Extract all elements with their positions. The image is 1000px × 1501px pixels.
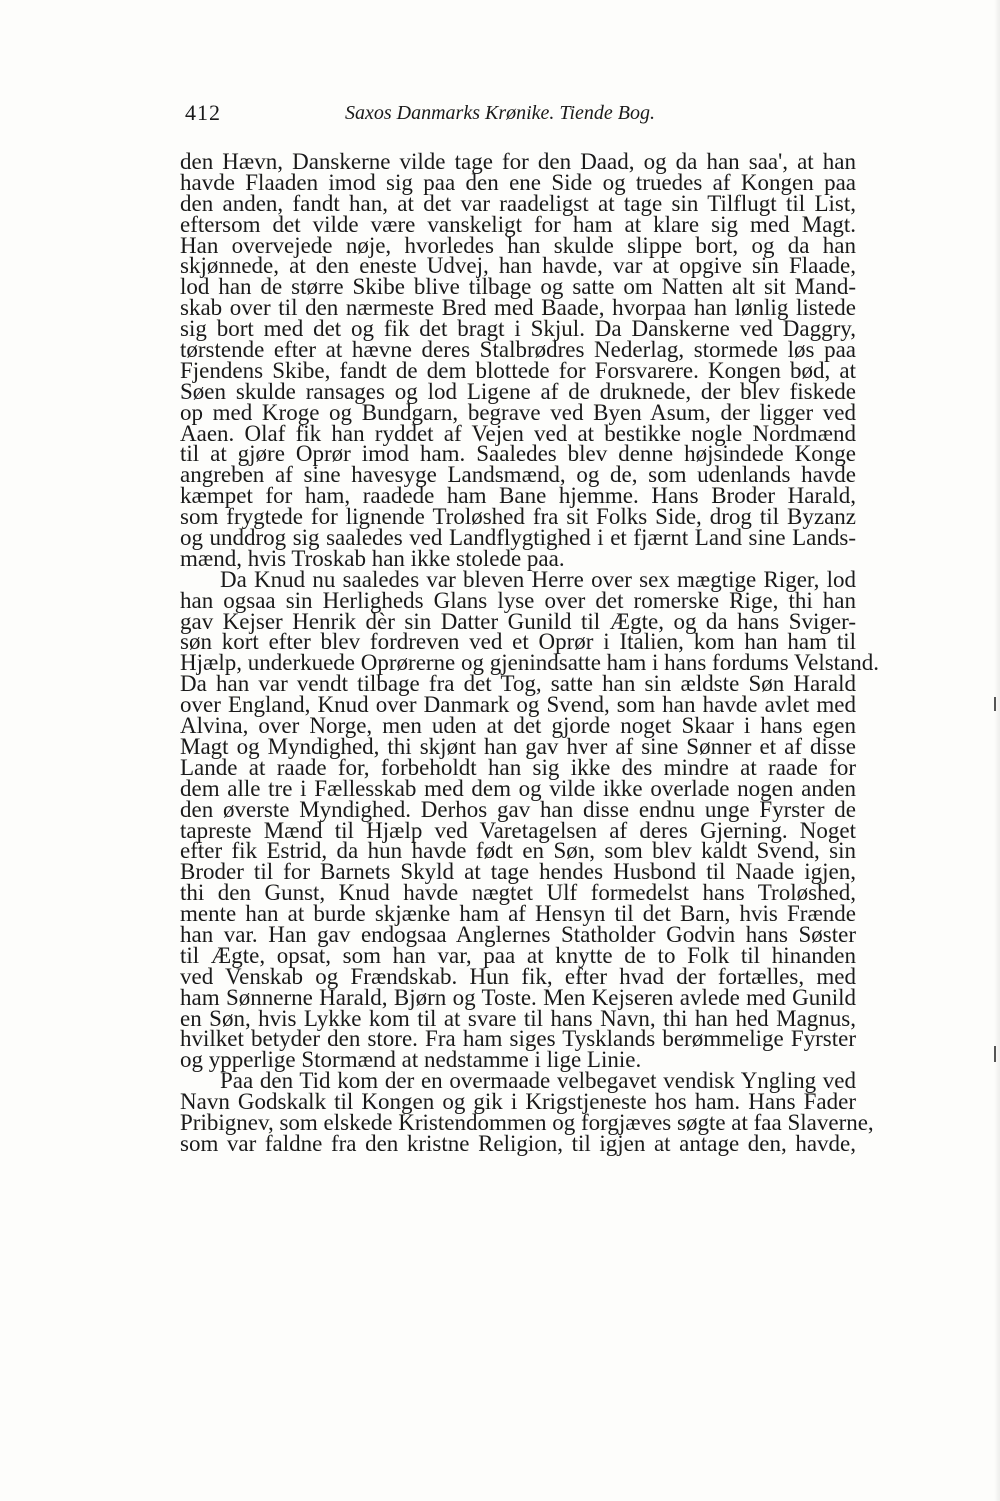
text-line: Navn Godskalk til Kongen og gik i Krigstjeneste hos ham. Hans Fader xyxy=(180,1089,856,1115)
text-line: lod han de større Skibe blive tilbage og satte om Natten alt sit Mand- xyxy=(180,274,856,300)
text-line: Pribignev, som elskede Kristendommen og forgjæves søgte at faa Slaverne, xyxy=(180,1109,874,1135)
text-line: en Søn, hvis Lykke kom til at svare til hans Navn, thi han hed Magnus, xyxy=(180,1005,856,1031)
text-line: han var. Han gav endogsaa Anglernes Statholder Godvin hans Søster xyxy=(180,921,856,947)
text-line: han ogsaa sin Herligheds Glans lyse over det romerske Rige, thi han xyxy=(180,587,856,613)
text-line: Hjælp, underkuede Oprørerne og gjenindsatte ham i hans fordums Velstand. xyxy=(180,650,880,676)
text-line: havde Flaaden imod sig paa den ene Side og truedes af Kongen paa xyxy=(180,169,856,195)
text-line: til at gjøre Oprør imod ham. Saaledes blev denne højsindede Konge xyxy=(180,441,856,467)
text-line: thi den Gunst, Knud havde nægtet Ulf formedelst hans Troløshed, xyxy=(180,880,856,906)
text-line: mænd, hvis Troskab han ikke stolede paa. xyxy=(180,545,565,571)
text-line: skjønnede, at den eneste Udvej, han havde, var at opgive sin Flaade, xyxy=(180,253,856,279)
text-line: den anden, fandt han, at det var raadeligst at tage sin Tilflugt til List, xyxy=(180,190,856,216)
text-line: Broder til for Barnets Skyld at tage hendes Husbond til Naade igjen, xyxy=(180,859,856,885)
running-title: Saxos Danmarks Krønike. Tiende Bog. xyxy=(345,102,655,124)
text-line: til Ægte, opsat, som han var, paa at knytte de to Folk til hinanden xyxy=(180,942,856,968)
text-line: kæmpet for ham, raadede ham Bane hjemme. Hans Broder Harald, xyxy=(180,483,856,509)
text-line: som frygtede for lignende Troløshed fra sit Folks Side, drog til Byzanz xyxy=(180,504,856,530)
text-line: Lande at raade for, forbeholdt han sig ikke des mindre at raade for xyxy=(180,754,856,780)
running-head xyxy=(185,100,715,134)
text-line: Magt og Myndighed, thi skjønt han gav hver af sine Sønner et af disse xyxy=(180,733,856,759)
text-line: ham Sønnerne Harald, Bjørn og Toste. Men Kejseren avlede med Gunild xyxy=(180,984,856,1010)
text-line: Søen skulde ransages og lod Ligene af de druknede, der blev fiskede xyxy=(180,378,856,404)
text-line: Alvina, over Norge, men uden at det gjorde noget Skaar i hans egen xyxy=(180,713,856,739)
text-line: Paa den Tid kom der en overmaade velbegavet vendisk Yngling ved xyxy=(220,1068,856,1094)
text-line: over England, Knud over Danmark og Svend, som han havde avlet med xyxy=(180,692,856,718)
text-line: den øverste Myndighed. Derhos gav han disse endnu unge Fyrster de xyxy=(180,796,856,822)
scan-edge-shadow xyxy=(994,0,1000,1501)
text-line: søn kort efter blev fordreven ved et Oprør i Italien, kom han ham til xyxy=(180,629,856,655)
text-line: og ypperlige Stormænd at nedstamme i lige Linie. xyxy=(180,1047,642,1073)
text-line: som var faldne fra den kristne Religion, til igjen at antage den, havde, xyxy=(180,1130,856,1156)
page-number: 412 xyxy=(185,100,221,125)
text-line: den Hævn, Danskerne vilde tage for den Daad, og da han saa', at han xyxy=(180,149,856,174)
text-line: tapreste Mænd til Hjælp ved Varetagelsen af deres Gjerning. Noget xyxy=(180,817,856,843)
text-line: Aaen. Olaf fik han ryddet af Vejen ved at bestikke nogle Nordmænd xyxy=(180,420,856,446)
text-line: Da Knud nu saaledes var bleven Herre over sex mægtige Riger, lod xyxy=(220,566,856,592)
text-line: tørstende efter at hævne deres Stalbrødres Nederlag, stormede løs paa xyxy=(180,337,856,363)
text-line: op med Kroge og Bundgarn, begrave ved Byen Asum, der ligger ved xyxy=(180,399,856,425)
text-line: hvilket betyder den store. Fra ham siges Tysklands berømmelige Fyrster xyxy=(180,1026,856,1052)
text-line: gav Kejser Henrik dèr sin Datter Gunild til Ægte, og da hans Sviger- xyxy=(180,608,856,634)
text-line: ved Venskab og Frændskab. Hun fik, efter hvad der fortælles, med xyxy=(180,963,856,989)
body-text xyxy=(180,149,880,1156)
text-line: Han overvejede nøje, hvorledes han skulde slippe bort, og da han xyxy=(180,232,856,258)
text-line: sig bort med det og fik det bragt i Skjul. Da Danskerne ved Daggry, xyxy=(180,316,856,342)
text-line: eftersom det vilde være vanskeligt for ham at klare sig med Magt. xyxy=(180,211,856,237)
text-line: angreben af sine havesyge Landsmænd, og de, som udenlands havde xyxy=(180,462,856,488)
text-line: dem alle tre i Fællesskab med dem og vilde ikke overlade nogen anden xyxy=(180,775,856,801)
text-line: mente han at burde skjænke ham af Hensyn til det Barn, hvis Frænde xyxy=(180,901,856,927)
text-line: Fjendens Skibe, fandt de dem blottede for Forsvarere. Kongen bød, at xyxy=(180,357,856,383)
text-line: og unddrog sig saaledes ved Landflygtighed i et fjærnt Land sine Lands- xyxy=(180,525,856,551)
text-line: efter fik Estrid, da hun havde født en Søn, som blev kaldt Svend, sin xyxy=(180,838,856,864)
text-line: skab over til den nærmeste Bred med Baade, hvorpaa han lønlig listede xyxy=(180,295,856,321)
text-line: Da han var vendt tilbage fra det Tog, satte han sin ældste Søn Harald xyxy=(180,671,856,697)
